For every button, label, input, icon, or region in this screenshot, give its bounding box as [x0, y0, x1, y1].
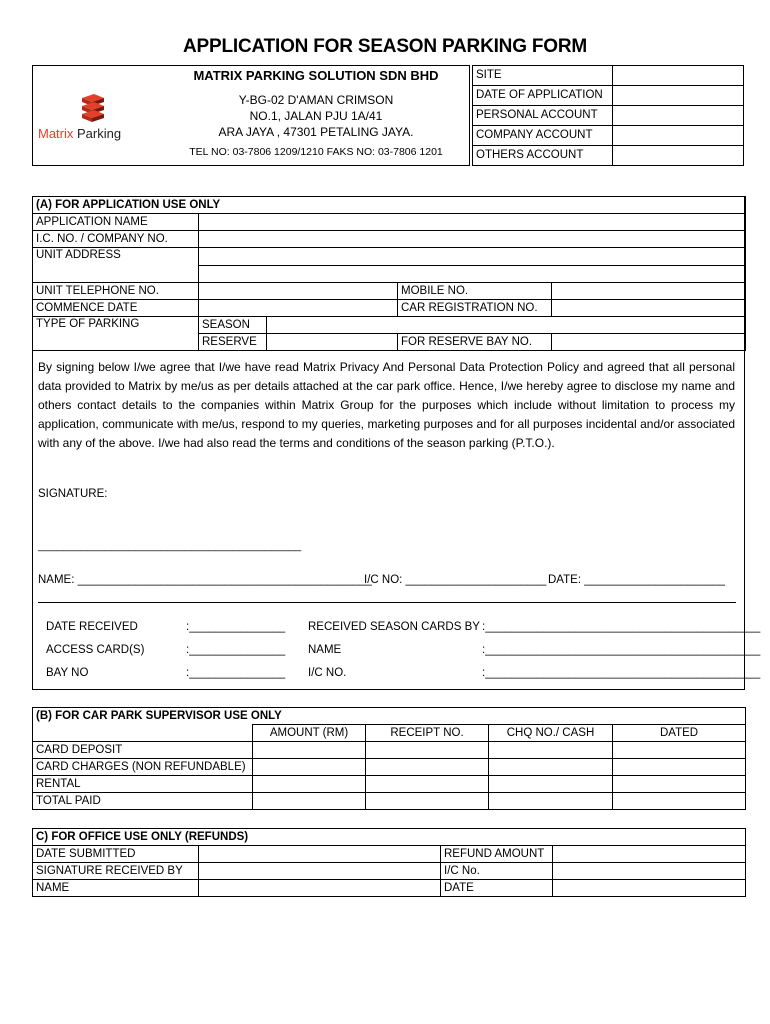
section-c-heading: C) FOR OFFICE USE ONLY (REFUNDS)	[33, 829, 746, 846]
input-ic-no-short[interactable]: :___________________________________________	[482, 667, 761, 679]
cell-input[interactable]	[366, 742, 489, 759]
date-line[interactable]: DATE: ______________________	[548, 574, 725, 586]
field-input-others-account[interactable]	[613, 146, 744, 166]
column-dated: DATED	[613, 725, 746, 742]
divider	[38, 602, 736, 603]
input-commence-date[interactable]	[199, 300, 398, 317]
logo-wordmark	[38, 126, 121, 141]
company-address-2: NO.1, JALAN PJU 1A/41	[249, 109, 383, 123]
matrix-logo-icon	[38, 92, 158, 124]
field-label-others-account: OTHERS ACCOUNT	[473, 146, 613, 166]
label-date-submitted: DATE SUBMITTED	[33, 846, 199, 863]
input-date-refund[interactable]	[553, 880, 746, 897]
header-fields-table	[472, 65, 744, 166]
label-refund-amount: REFUND AMOUNT	[441, 846, 553, 863]
input-name-refund[interactable]	[199, 880, 441, 897]
field-label-site: SITE	[473, 66, 613, 86]
label-signature-received-by: SIGNATURE RECEIVED BY	[33, 863, 199, 880]
input-season[interactable]	[267, 317, 746, 334]
cell-input[interactable]	[253, 742, 366, 759]
input-ic-no-refund[interactable]	[553, 863, 746, 880]
name-line[interactable]: NAME: ______________________________________________	[38, 574, 372, 586]
cell-input[interactable]	[613, 742, 746, 759]
input-ic-no[interactable]	[199, 231, 746, 248]
label-ic-no-refund: I/C No.	[441, 863, 553, 880]
section-a-table	[32, 196, 746, 351]
company-address-1: Y-BG-02 D'AMAN CRIMSON	[238, 93, 394, 107]
cell-input[interactable]	[613, 793, 746, 810]
row-card-deposit: CARD DEPOSIT	[33, 742, 253, 759]
cell-input[interactable]	[489, 759, 613, 776]
label-date-refund: DATE	[441, 880, 553, 897]
field-label-company-account: COMPANY ACCOUNT	[473, 126, 613, 146]
cell-input[interactable]	[613, 759, 746, 776]
label-name-refund: NAME	[33, 880, 199, 897]
field-input-site[interactable]	[613, 66, 744, 86]
row-card-charges: CARD CHARGES (NON REFUNDABLE)	[33, 759, 253, 776]
column-chq-no: CHQ NO./ CASH	[489, 725, 613, 742]
company-contact: TEL NO: 03-7806 1209/1210 FAKS NO: 03-7806 1201	[189, 146, 443, 158]
input-name[interactable]: :___________________________________________	[482, 644, 761, 656]
row-total-paid: TOTAL PAID	[33, 793, 253, 810]
company-address-3: ARA JAYA , 47301 PETALING JAYA.	[218, 125, 414, 139]
label-car-registration: CAR REGISTRATION NO.	[398, 300, 552, 317]
signature-line[interactable]: ___________________________________________	[38, 540, 302, 552]
input-mobile-no[interactable]	[552, 283, 746, 300]
label-application-name: APPLICATION NAME	[33, 214, 199, 231]
input-access-cards[interactable]: :_______________	[186, 644, 286, 656]
cell-input[interactable]	[489, 793, 613, 810]
section-a-heading: (A) FOR APPLICATION USE ONLY	[33, 197, 746, 214]
label-bay-no: BAY NO	[46, 667, 89, 679]
label-commence-date: COMMENCE DATE	[33, 300, 199, 317]
field-input-date-of-application[interactable]	[613, 86, 744, 106]
field-input-personal-account[interactable]	[613, 106, 744, 126]
input-application-name[interactable]	[199, 214, 746, 231]
section-b-table	[32, 707, 746, 810]
option-season[interactable]: SEASON	[199, 317, 267, 334]
row-rental: RENTAL	[33, 776, 253, 793]
input-date-received[interactable]: :_______________	[186, 621, 286, 633]
input-reserve[interactable]	[267, 334, 398, 351]
cell-input[interactable]	[253, 793, 366, 810]
company-name: MATRIX PARKING SOLUTION SDN BHD	[193, 68, 439, 83]
logo-word-matrix: Matrix	[38, 126, 74, 141]
label-ic-no: I.C. NO. / COMPANY NO.	[33, 231, 199, 248]
label-type-of-parking: TYPE OF PARKING	[33, 317, 199, 351]
page-title: APPLICATION FOR SEASON PARKING FORM	[183, 36, 587, 57]
label-date-received: DATE RECEIVED	[46, 621, 138, 633]
input-date-submitted[interactable]	[199, 846, 441, 863]
field-label-personal-account: PERSONAL ACCOUNT	[473, 106, 613, 126]
cell-input[interactable]	[366, 793, 489, 810]
label-mobile-no: MOBILE NO.	[398, 283, 552, 300]
ic-line[interactable]: I/C NO: ______________________	[364, 574, 547, 586]
section-b-heading: (B) FOR CAR PARK SUPERVISOR USE ONLY	[33, 708, 746, 725]
label-reserve-bay: FOR RESERVE BAY NO.	[398, 334, 552, 351]
field-label-date-of-application: DATE OF APPLICATION	[473, 86, 613, 106]
label-unit-address: UNIT ADDRESS	[33, 248, 199, 283]
input-received-by[interactable]: :___________________________________________	[482, 621, 761, 633]
agreement-text: By signing below I/we agree that I/we have read Matrix Privacy And Personal Data Protection Policy and agreed that all personal data provided to Matrix by me/us as per details attached at the car park office. Hence, I/we hereby agree to disclose my name and others contact details to the companies within Matrix Group for the purposes which include without limitation to process my application, communicate with me/us, respond to my queries, marketing purposes and for all purposes incidental and/or associated with any of the above. I/we had also read the terms and conditions of the season parking (P.T.O.).	[38, 360, 735, 450]
input-car-registration[interactable]	[552, 300, 746, 317]
cell-input[interactable]	[366, 776, 489, 793]
label-unit-telephone: UNIT TELEPHONE NO.	[33, 283, 199, 300]
input-refund-amount[interactable]	[553, 846, 746, 863]
label-ic-no-short: I/C NO.	[308, 667, 347, 679]
cell-input[interactable]	[489, 776, 613, 793]
column-amount: AMOUNT (RM)	[253, 725, 366, 742]
cell-input[interactable]	[489, 742, 613, 759]
logo-word-parking: Parking	[77, 126, 122, 141]
label-received-by: RECEIVED SEASON CARDS BY	[308, 621, 480, 633]
column-receipt-no: RECEIPT NO.	[366, 725, 489, 742]
input-bay-no[interactable]: :_______________	[186, 667, 286, 679]
input-unit-address-2[interactable]	[199, 265, 746, 283]
label-name: NAME	[308, 644, 342, 656]
field-input-company-account[interactable]	[613, 126, 744, 146]
signature-label: SIGNATURE:	[38, 488, 108, 500]
cell-input[interactable]	[613, 776, 746, 793]
input-unit-telephone[interactable]	[199, 283, 398, 300]
input-signature-received-by[interactable]	[199, 863, 441, 880]
section-c-table	[32, 828, 746, 897]
cell-input[interactable]	[253, 759, 366, 776]
label-access-cards: ACCESS CARD(S)	[46, 644, 145, 656]
cell-input[interactable]	[253, 776, 366, 793]
cell-input[interactable]	[366, 759, 489, 776]
input-unit-address-1[interactable]	[199, 248, 746, 266]
input-reserve-bay[interactable]	[552, 334, 746, 351]
section-b-header-blank	[33, 725, 253, 742]
option-reserve[interactable]: RESERVE	[199, 334, 267, 351]
matrix-logo	[38, 92, 158, 142]
